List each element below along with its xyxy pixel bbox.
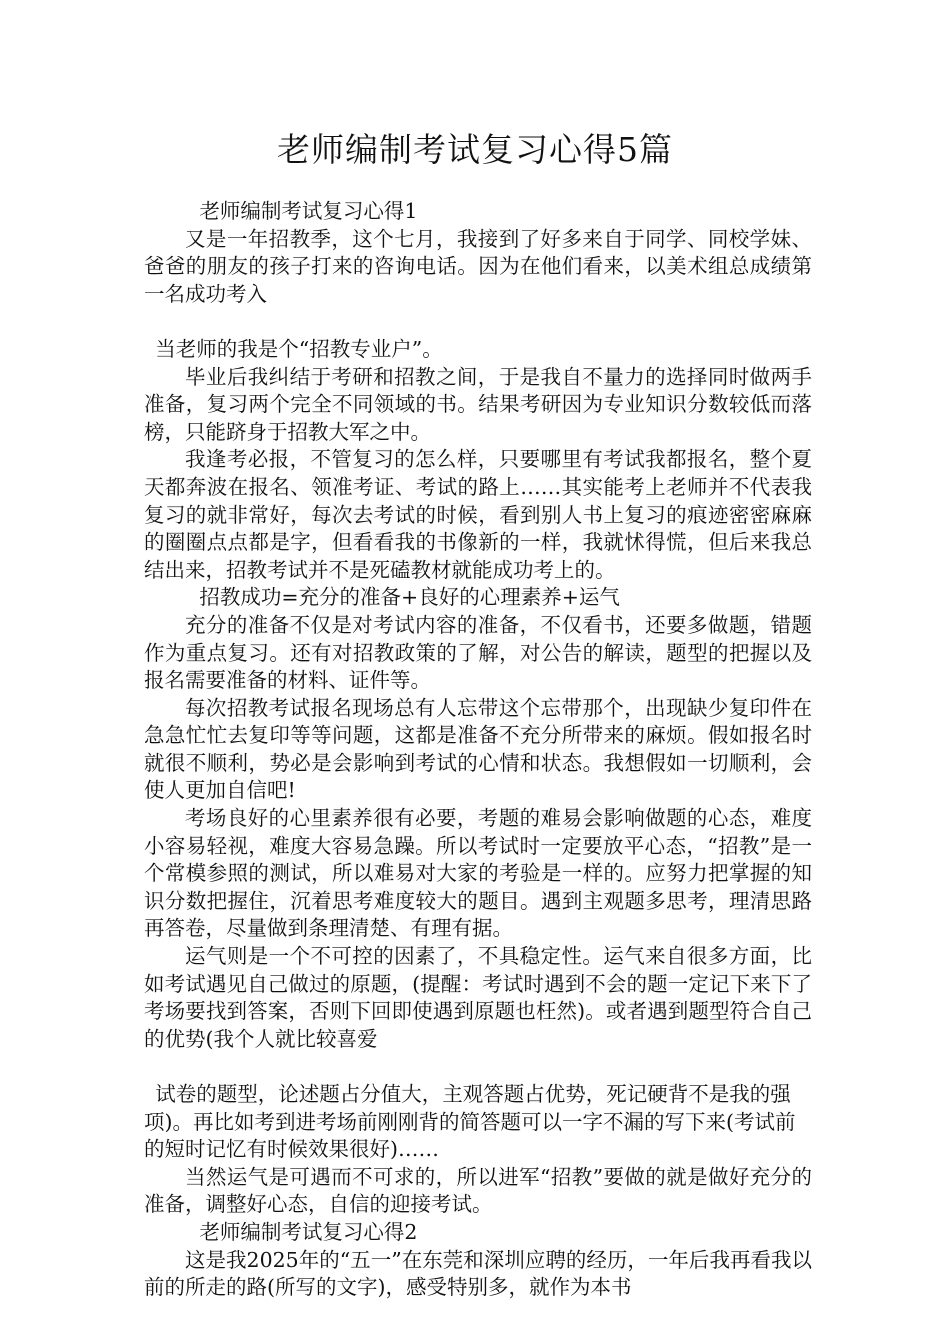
- section-heading-2: 老师编制考试复习心得2: [199, 1219, 418, 1244]
- formula-line: 招教成功=充分的准备+良好的心理素养+运气: [199, 585, 620, 610]
- paragraph: 当然运气是可遇而不可求的，所以进军“招教”要做的就是做好充分的准备，调整好心态，自信的迎接考试。: [144, 1164, 812, 1217]
- paragraph: 每次招教考试报名现场总有人忘带这个忘带那个，出现缺少复印件在急急忙忙去复印等等问题，这都是准备不充分所带来的麻烦。假如报名时就很不顺利，势必是会影响到考试的心情和状态。我想假如一切顺利，会使人更加自信吧!: [144, 695, 812, 803]
- section-heading-1: 老师编制考试复习心得1: [199, 199, 418, 223]
- paragraph-continuation: 当老师的我是个“招教专业户”。: [155, 336, 443, 361]
- paragraph: 考场良好的心里素养很有必要，考题的难易会影响做题的心态，难度小容易轻视，难度大容易急躁。所以考试时一定要放平心态，“招教”是一个常模参照的测试，所以难易对大家的考验是一样的。应努力把掌握的知识分数把握住，沉着思考难度较大的题目。遇到主观题多思考，理清思路再答卷，尽量做到条理清楚、有理有据。: [144, 806, 812, 941]
- paragraph: 又是一年招教季，这个七月，我接到了好多来自于同学、同校学妹、爸爸的朋友的孩子打来的咨询电话。因为在他们看来，以美术组总成绩第一名成功考入: [144, 226, 812, 306]
- paragraph: 运气则是一个不可控的因素了，不具稳定性。运气来自很多方面，比如考试遇见自己做过的原题，(提醒：考试时遇到不会的题一定记下来下了考场要找到答案，否则下回即使遇到原题也枉然)。或者遇到题型符合自己的优势(我个人就比较喜爱: [144, 944, 812, 1051]
- blank-line: [144, 1053, 812, 1081]
- blank-line: [144, 308, 812, 336]
- paragraph: 充分的准备不仅是对考试内容的准备，不仅看书，还要多做题，错题作为重点复习。还有对招教政策的了解，对公告的解读，题型的把握以及报名需要准备的材料、证件等。: [144, 612, 812, 693]
- paragraph: 毕业后我纠结于考研和招教之间，于是我自不量力的选择同时做两手准备，复习两个完全不同领域的书。结果考研因为专业知识分数较低而落榜，只能跻身于招教大军之中。: [144, 364, 812, 444]
- document-body: [144, 198, 812, 1302]
- paragraph-continuation: 试卷的题型，论述题占分值大，主观答题占优势，死记硬背不是我的强项)。再比如考到进考场前刚刚背的简答题可以一字不漏的写下来(考试前的短时记忆有时候效果很好)……: [144, 1082, 796, 1162]
- document-title: 老师编制考试复习心得5篇: [277, 130, 673, 169]
- paragraph: 我逢考必报，不管复习的怎么样，只要哪里有考试我都报名，整个夏天都奔波在报名、领准考证、考试的路上……其实能考上老师并不代表我复习的就非常好，每次去考试的时候，看到别人书上复习的痕迹密密麻麻的圈圈点点都是字，但看看我的书像新的一样，我就怵得慌，但后来我总结出来，招教考试并不是死磕教材就能成功考上的。: [144, 447, 812, 582]
- paragraph: 这是我2025年的“五一”在东莞和深圳应聘的经历，一年后我再看我以前的所走的路(所写的文字)，感受特别多，就作为本书: [144, 1247, 812, 1300]
